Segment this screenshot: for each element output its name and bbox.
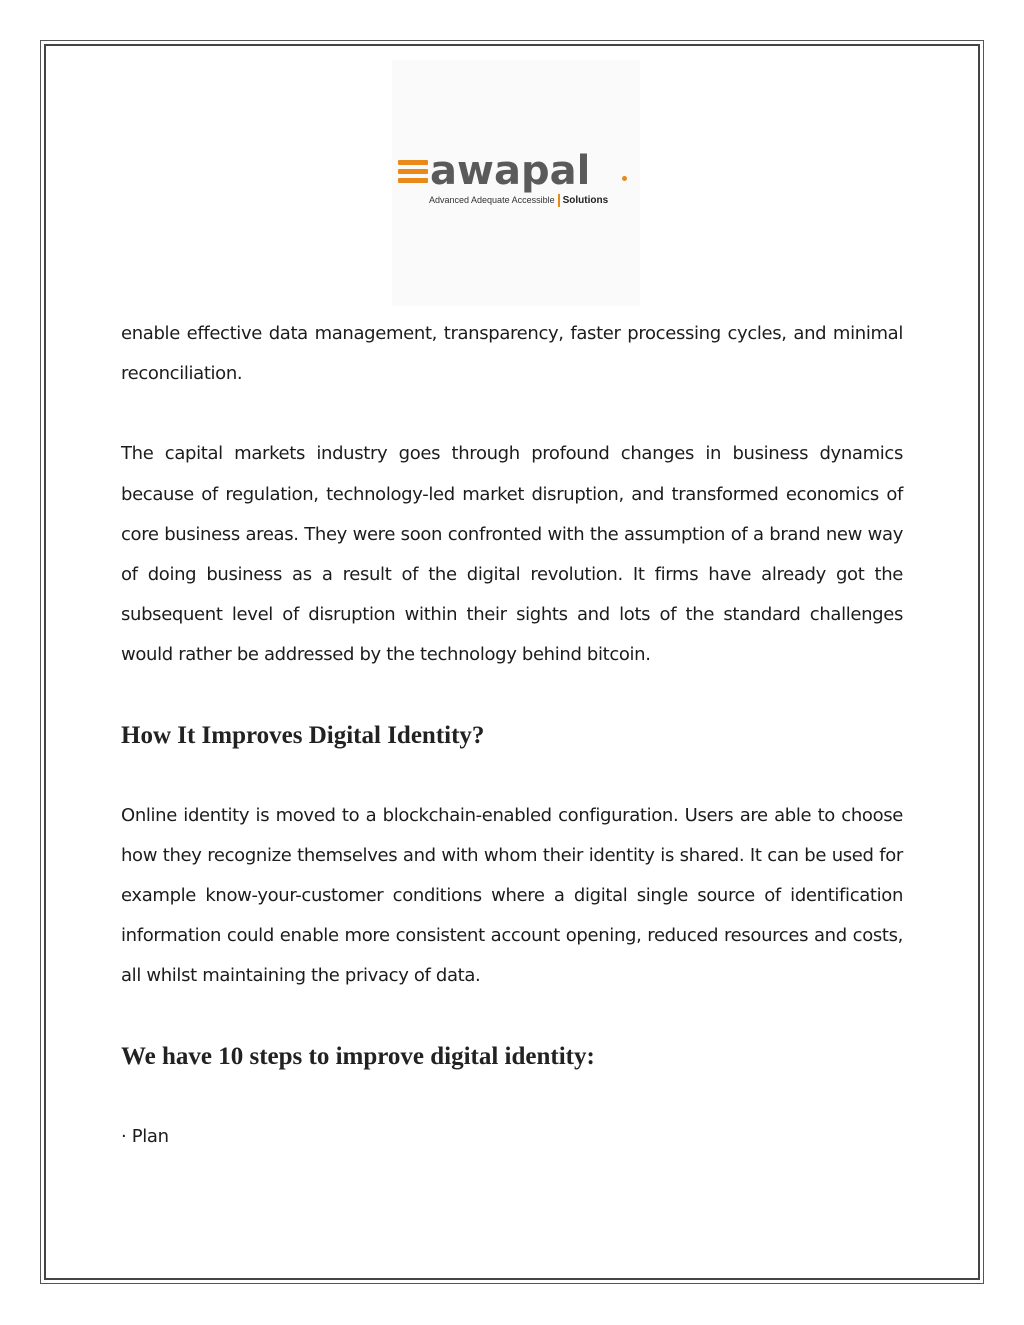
logo-separator xyxy=(558,194,560,207)
logo-bars-icon xyxy=(398,160,428,186)
logo-tagline xyxy=(429,193,608,208)
heading-digital-identity: How It Improves Digital Identity? xyxy=(121,721,485,749)
paragraph-capital-markets: The capital markets industry goes through profound changes in business dynamics because of regulation, technology-led market disruption, and transformed economics of core business areas. They were soon confronted with the assumption of a brand new way of doing business as a result of the digital revolution. It firms have already got the subsequent level of disruption within their sights and lots of the standard challenges would rather be addressed by the technology behind bitcoin. xyxy=(121,443,903,666)
logo-dot-icon xyxy=(622,176,627,181)
logo xyxy=(392,60,640,306)
logo-wordmark: awapal xyxy=(430,148,591,194)
logo-tagline-text: Advanced Adequate Accessible xyxy=(429,195,555,205)
logo-tagline-solutions: Solutions xyxy=(562,195,609,206)
paragraph-intro: enable effective data management, transparency, faster processing cycles, and minimal reconciliation. xyxy=(121,323,903,385)
document-body xyxy=(121,314,903,1157)
paragraph-online-identity: Online identity is moved to a blockchain-enabled configuration. Users are able to choose how they recognize themselves and with whom their identity is shared. It can be used for example know-your-customer conditions where a digital single source of identification information could enable more consistent account opening, reduced resources and costs, all whilst maintaining the privacy of data. xyxy=(121,804,903,987)
heading-ten-steps: We have 10 steps to improve digital identity: xyxy=(121,1042,595,1070)
list-item: · Plan xyxy=(121,1125,169,1147)
